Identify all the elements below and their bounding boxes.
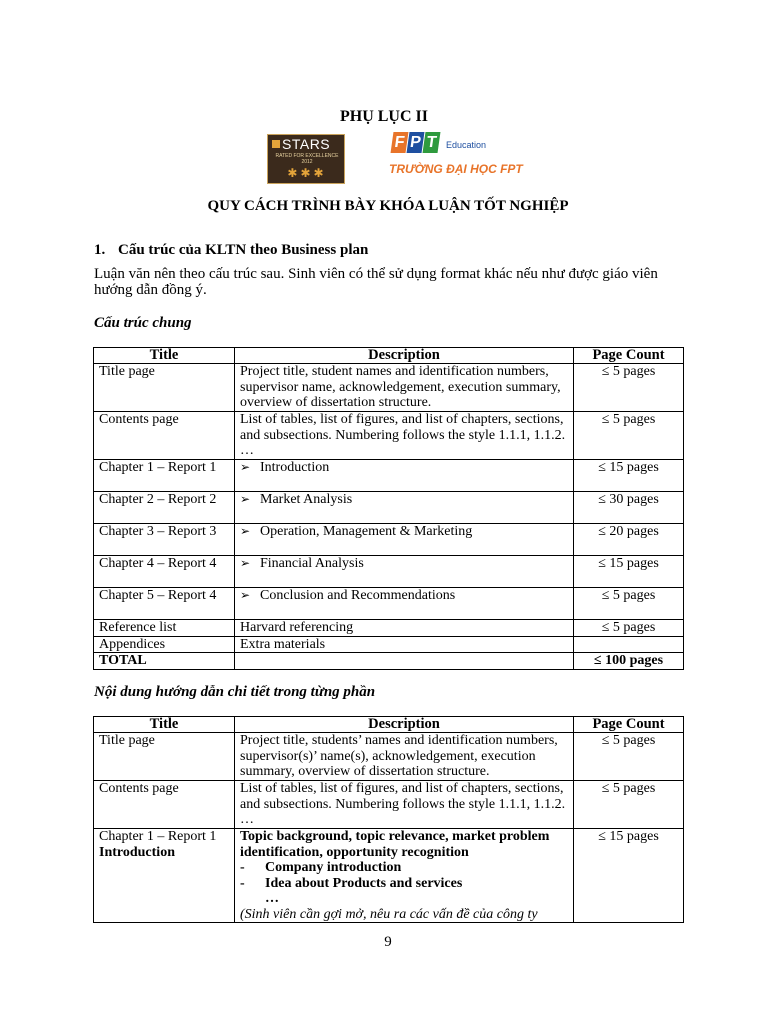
row-page-count: ≤ 5 pages — [574, 620, 684, 637]
appendix-title: PHỤ LỤC II — [339, 108, 428, 125]
row-title: TOTAL — [94, 653, 235, 670]
table-total-row — [94, 653, 684, 670]
table-row — [94, 829, 684, 923]
row-title-text: Chapter 1 – Report 1 — [99, 829, 217, 844]
arrow-bullet-icon: ➢ — [240, 524, 251, 538]
detailed-guide-table — [93, 716, 684, 923]
table-row — [94, 733, 684, 781]
subheading-detailed-guide: Nội dung hướng dẫn chi tiết trong từng phần — [94, 684, 376, 700]
row-page-count: ≤ 15 pages — [574, 460, 684, 492]
row-title: Title page — [94, 364, 235, 412]
list-item-text: Idea about Products and services — [265, 875, 463, 891]
arrow-bullet-icon: ➢ — [240, 556, 251, 570]
row-page-count: ≤ 15 pages — [574, 556, 684, 588]
header-cell: Page Count — [574, 348, 684, 364]
row-page-count — [574, 636, 684, 653]
row-title: Chapter 3 – Report 3 — [94, 524, 235, 556]
row-title-subtitle: Introduction — [99, 844, 175, 860]
row-page-count: ≤ 20 pages — [574, 524, 684, 556]
fpt-education-label: Education — [446, 140, 487, 150]
stars-logo-subtitle: RATED FOR EXCELLENCE — [275, 153, 339, 159]
row-note: (Sinh viên cần gợi mở, nêu ra các vấn đề của công ty — [240, 906, 538, 922]
row-title: Title page — [94, 733, 235, 781]
row-title — [94, 829, 235, 923]
table-row — [94, 524, 684, 556]
fpt-letters — [392, 132, 440, 153]
row-title: Contents page — [94, 781, 235, 829]
row-page-count: ≤ 100 pages — [574, 653, 684, 670]
fpt-letter-f: F — [391, 132, 409, 153]
row-description — [235, 524, 574, 556]
table-header-row — [94, 717, 684, 733]
fpt-school-name: TRƯỜNG ĐẠI HỌC FPT — [389, 162, 523, 176]
row-page-count: ≤ 5 pages — [574, 733, 684, 781]
list-item: - Company introduction — [240, 860, 402, 875]
row-description — [235, 829, 574, 923]
row-title: Chapter 4 – Report 4 — [94, 556, 235, 588]
row-description-text: Introduction — [260, 460, 330, 475]
row-page-count: ≤ 5 pages — [574, 588, 684, 620]
row-title: Chapter 5 – Report 4 — [94, 588, 235, 620]
row-description: List of tables, list of figures, and list of chapters, sections, and subsections. Numbering follows the style 1.1.1, 1.1.2. … — [235, 781, 574, 829]
table-row — [94, 588, 684, 620]
table-row — [94, 556, 684, 588]
fpt-logo — [386, 132, 523, 182]
row-description: List of tables, list of figures, and list of chapters, sections, and subsections. Numbering follows the style 1.1.1, 1.1.2. … — [235, 412, 574, 460]
row-description — [235, 556, 574, 588]
row-description: Extra materials — [235, 636, 574, 653]
arrow-bullet-icon: ➢ — [240, 460, 251, 474]
stars-logo-rating: ✱✱✱ — [287, 166, 327, 180]
table-row — [94, 620, 684, 637]
row-description — [235, 492, 574, 524]
row-page-count: ≤ 5 pages — [574, 412, 684, 460]
header-cell: Title — [94, 717, 235, 733]
row-description — [235, 588, 574, 620]
stars-logo-year: 2012 — [301, 159, 313, 165]
fpt-letter-t: T — [423, 132, 441, 153]
row-description-text: Market Analysis — [260, 492, 353, 507]
row-title: Chapter 2 – Report 2 — [94, 492, 235, 524]
header-cell: Description — [235, 717, 574, 733]
row-description — [235, 460, 574, 492]
row-description-text: Conclusion and Recommendations — [260, 588, 456, 603]
document-title: QUY CÁCH TRÌNH BÀY KHÓA LUẬN TỐT NGHIỆP — [207, 198, 569, 214]
section-heading — [94, 242, 368, 259]
row-description — [235, 653, 574, 670]
table-row — [94, 781, 684, 829]
row-title: Appendices — [94, 636, 235, 653]
stars-logo-word: STARS — [282, 136, 331, 152]
section-number: 1. — [94, 242, 106, 258]
intro-paragraph: Luận văn nên theo cấu trúc sau. Sinh viên có thể sử dụng format khác nếu như được giáo viên hướng dẫn đồng ý. — [94, 266, 658, 298]
subheading-general-structure: Cấu trúc chung — [94, 315, 192, 331]
ellipsis: … — [265, 891, 279, 906]
table-row — [94, 492, 684, 524]
row-description: Project title, student names and identification numbers, supervisor name, acknowledgement, execution summary, overview of dissertation structure. — [235, 364, 574, 412]
row-page-count: ≤ 15 pages — [574, 829, 684, 923]
section-title: Cấu trúc của KLTN theo Business plan — [118, 242, 369, 258]
table-row — [94, 412, 684, 460]
list-item-text: Company introduction — [265, 860, 402, 875]
structure-table — [93, 347, 684, 670]
page-number: 9 — [384, 934, 392, 950]
header-cell: Description — [235, 348, 574, 364]
row-page-count: ≤ 5 pages — [574, 781, 684, 829]
row-title: Reference list — [94, 620, 235, 637]
arrow-bullet-icon: ➢ — [240, 588, 251, 602]
row-description: Project title, students’ names and identification numbers, supervisor(s)’ name(s), acknowledgement, execution summary, overview of dissertation structure. — [235, 733, 574, 781]
row-page-count: ≤ 30 pages — [574, 492, 684, 524]
row-description-text: Financial Analysis — [260, 556, 364, 571]
stars-logo-square — [272, 140, 280, 148]
table-header-row — [94, 348, 684, 364]
row-description: Harvard referencing — [235, 620, 574, 637]
fpt-letter-p: P — [407, 132, 425, 153]
table-row — [94, 636, 684, 653]
row-title: Chapter 1 – Report 1 — [94, 460, 235, 492]
header-cell: Page Count — [574, 717, 684, 733]
arrow-bullet-icon: ➢ — [240, 492, 251, 506]
table-row — [94, 460, 684, 492]
row-description-bold: Topic background, topic relevance, market problem identification, opportunity recognition — [240, 829, 550, 860]
table-row — [94, 364, 684, 412]
row-page-count: ≤ 5 pages — [574, 364, 684, 412]
row-title: Contents page — [94, 412, 235, 460]
row-description-text: Operation, Management & Marketing — [260, 524, 473, 539]
list-item: - Idea about Products and services — [240, 875, 463, 891]
header-cell: Title — [94, 348, 235, 364]
stars-logo — [267, 134, 345, 184]
